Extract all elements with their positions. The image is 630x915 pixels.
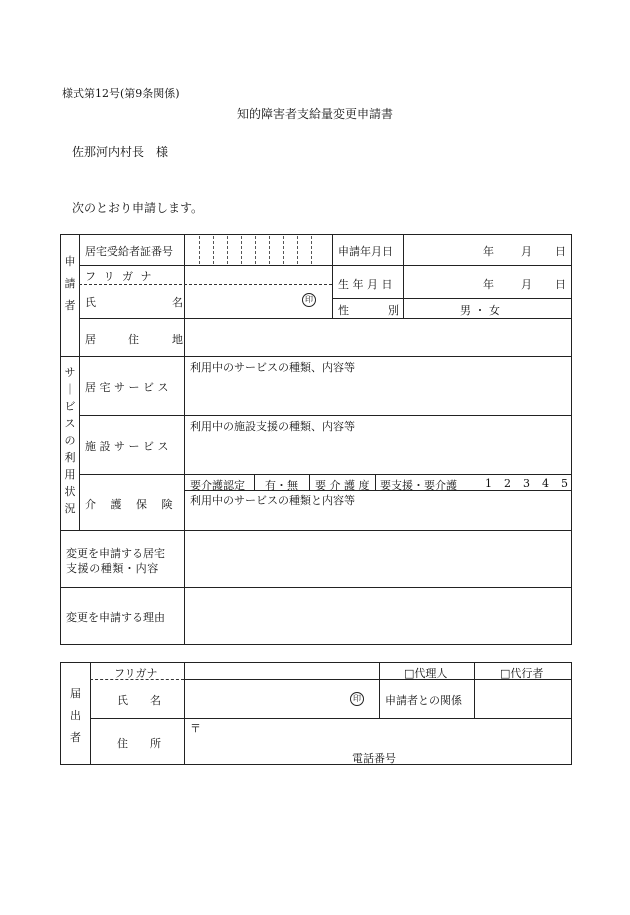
apply-date-field[interactable] — [405, 236, 571, 264]
apply-date-label: 申請年月日 — [338, 245, 393, 258]
intro-text: 次のとおり申請します。 — [72, 201, 204, 215]
applicant-section-label: 申 請 者 — [64, 255, 76, 312]
service-section-label: サ ｜ ビ ス の 利 用 状 況 — [64, 366, 76, 515]
home-service-field[interactable] — [186, 372, 571, 414]
care-level-1[interactable]: 1 — [485, 477, 492, 490]
address-label-3: 地 — [172, 333, 183, 346]
filer-address-field[interactable] — [186, 732, 571, 748]
apply-date-month: 月 — [521, 245, 532, 258]
address-label-2: 住 — [128, 333, 139, 346]
agent-checkbox[interactable]: □代理人 — [404, 667, 448, 680]
apply-date-day: 日 — [555, 245, 566, 258]
care-level-label: 要 介 護 度 — [315, 479, 370, 492]
relation-field[interactable] — [476, 681, 570, 717]
change-reason-field[interactable] — [186, 589, 571, 643]
facility-service-note: 利用中の施設支援の種類、内容等 — [190, 420, 355, 433]
home-service-label: 居 宅 サ ー ビ ス — [85, 381, 169, 394]
name-label-2: 名 — [172, 296, 183, 309]
birth-date-day: 日 — [555, 278, 566, 291]
phone-label: 電話番号 — [352, 752, 396, 765]
facility-service-field[interactable] — [186, 431, 571, 473]
address-label-1: 居 — [85, 333, 96, 346]
form-title: 知的障害者支給量変更申請書 — [237, 107, 394, 121]
birth-date-month: 月 — [521, 278, 532, 291]
cert-number-field[interactable] — [186, 236, 331, 264]
name-label: 氏 — [85, 296, 96, 309]
filer-name-label: 氏 名 — [117, 694, 161, 707]
seal-mark: 印 — [302, 293, 316, 307]
care-level-4[interactable]: 4 — [542, 477, 549, 490]
gender-options[interactable]: 男 ・ 女 — [460, 304, 500, 317]
relation-label: 申請者との関係 — [385, 694, 462, 707]
change-kind-field[interactable] — [186, 532, 571, 586]
form-number: 様式第12号(第9条関係) — [62, 87, 180, 100]
care-support-label: 要支援・要介護 — [380, 479, 457, 492]
birth-date-year: 年 — [483, 278, 494, 291]
change-kind-label-2: 支援の種類・内容 — [66, 562, 159, 575]
apply-date-year: 年 — [483, 245, 494, 258]
filer-furigana-field[interactable] — [186, 664, 378, 678]
gender-label-2: 別 — [388, 304, 399, 317]
filer-section-label: 届 出 者 — [70, 687, 81, 744]
change-kind-label-1: 変更を申請する居宅 — [66, 547, 165, 560]
filer-seal-mark: 印 — [350, 692, 364, 706]
filer-address-label: 住 所 — [117, 737, 161, 750]
care-yesno-options[interactable]: 有・無 — [265, 479, 298, 492]
care-level-3[interactable]: 3 — [523, 477, 530, 490]
furigana-field[interactable] — [186, 266, 331, 284]
filer-furigana-label: フリガナ — [114, 667, 158, 680]
care-note: 利用中のサービスの種類と内容等 — [190, 494, 355, 507]
postal-mark: 〒 — [190, 722, 201, 735]
gender-label: 性 — [338, 304, 349, 317]
birth-date-label: 生 年 月 日 — [338, 278, 393, 291]
home-service-note: 利用中のサービスの種類、内容等 — [190, 361, 355, 374]
furigana-label: フ リ ガ ナ — [85, 270, 154, 283]
proxy-checkbox[interactable]: □代行者 — [500, 667, 544, 680]
care-level-5[interactable]: 5 — [561, 477, 568, 490]
change-reason-label: 変更を申請する理由 — [66, 611, 165, 624]
care-insurance-label: 介 護 保 険 — [85, 498, 173, 511]
care-level-2[interactable]: 2 — [504, 477, 511, 490]
address-field[interactable] — [186, 320, 571, 355]
care-field[interactable] — [186, 505, 571, 529]
birth-date-field[interactable] — [405, 267, 571, 297]
addressee: 佐那河内村長 様 — [72, 145, 169, 159]
care-cert-label: 要介護認定 — [190, 479, 245, 492]
cert-number-label: 居宅受給者証番号 — [85, 245, 173, 258]
facility-service-label: 施 設 サ ー ビ ス — [85, 440, 169, 453]
